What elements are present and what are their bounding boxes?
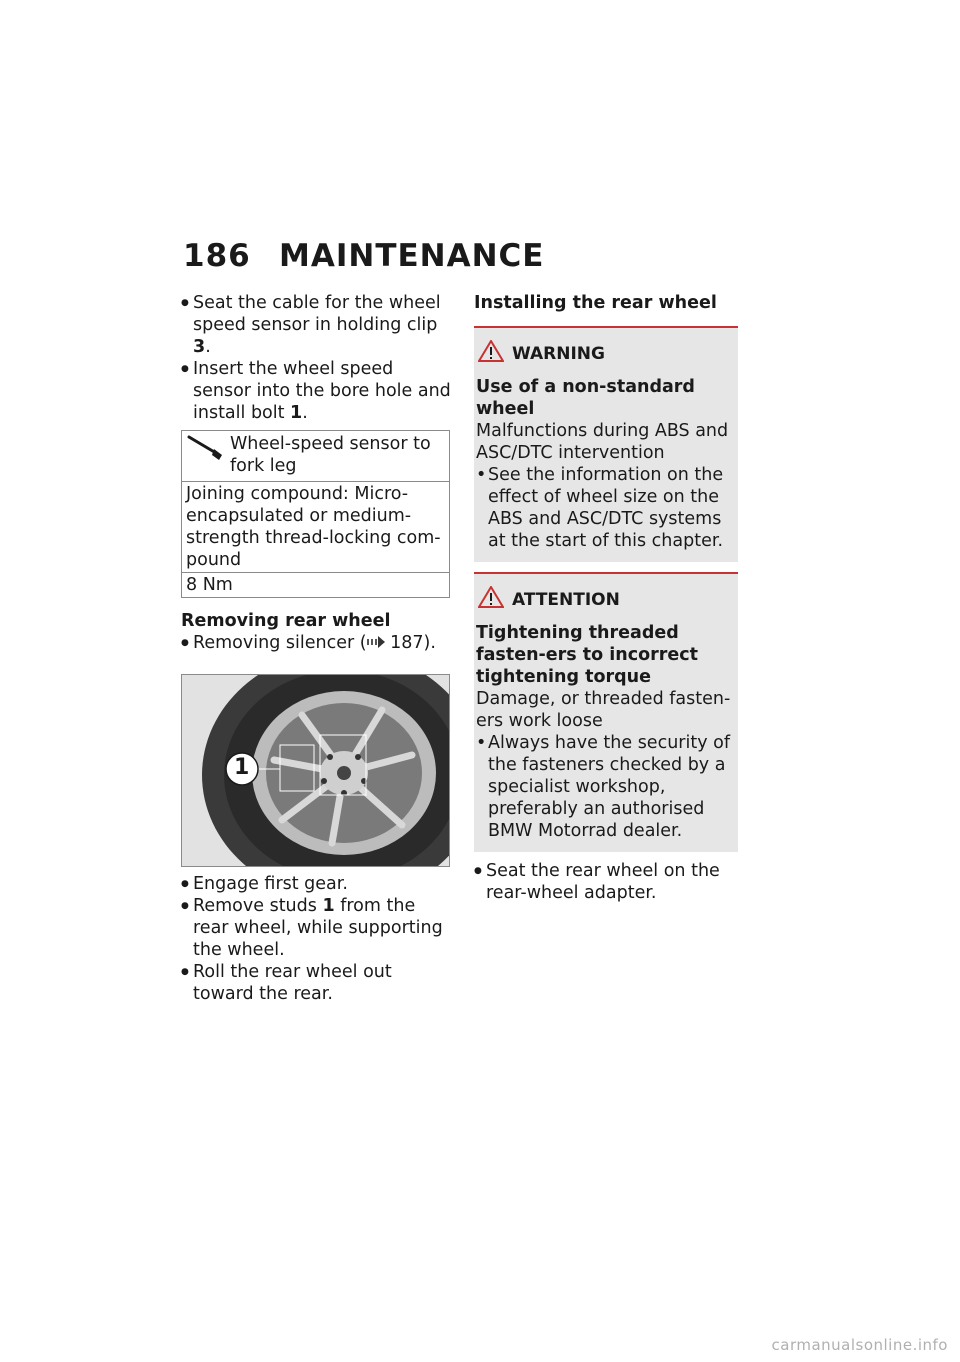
reference-number: 1 [322,896,335,916]
attention-instruction: • Always have the security of the fasteners checked by a specialist workshop, preferably an authorised BMW Motorrad dealer. [476,732,736,842]
warning-title: WARNING [478,340,736,368]
list-item: ● Seat the rear wheel on the rear-wheel adapter. [474,860,738,904]
right-column [474,292,738,904]
reference-number: 1 [290,403,303,423]
page-number: 186 [183,238,251,274]
warning-box [474,326,738,562]
spec-title: Wheel-speed sensor to fork leg [230,434,431,476]
section-title: MAINTENANCE [279,238,545,274]
section-heading: Removing rear wheel [181,611,391,631]
attention-title: ATTENTION [478,586,736,614]
list-item: ● Roll the rear wheel out toward the rear. [181,961,453,1005]
left-column [181,292,453,1005]
spec-torque: 8 Nm [182,572,449,597]
attention-cause: Tightening threaded fasten-ers to incorrect tightening torque [476,623,699,687]
figure-label: 1 [234,755,250,780]
attention-box [474,572,738,852]
list [181,873,453,1005]
list-item: ● Remove studs 1 from the rear wheel, while supporting the wheel. [181,895,453,961]
section-heading: Installing the rear wheel [474,293,717,313]
arrow-reference-icon [367,633,385,653]
reference-number: 3 [193,337,206,357]
attention-effect: Damage, or threaded fasten-ers work loose [476,689,731,731]
list-item: ● Insert the wheel speed sensor into the bore hole and install bolt 1. [181,358,453,424]
warning-instruction: • See the information on the effect of wheel size on the ABS and ASC/DTC systems at the start of this chapter. [476,464,736,552]
spec-compound: Joining compound: Micro-encapsulated or medium-strength thread-locking com-pound [182,481,449,572]
list-item: ● Removing silencer ( 187). [181,632,453,654]
list-item: ● Seat the cable for the wheel speed sensor in holding clip 3. [181,292,453,358]
spec-header [182,431,449,481]
wrench-icon [186,433,230,477]
watermark: carmanualsonline.info [771,1336,948,1354]
warning-triangle-icon [478,340,504,368]
torque-spec-table [181,430,450,598]
list-item: ● Engage first gear. [181,873,453,895]
page-header [183,238,544,274]
warning-effect: Malfunctions during ABS and ASC/DTC intervention [476,421,729,463]
warning-triangle-icon [478,586,504,614]
rear-wheel-photo [181,674,450,867]
warning-cause: Use of a non-standard wheel [476,377,695,419]
